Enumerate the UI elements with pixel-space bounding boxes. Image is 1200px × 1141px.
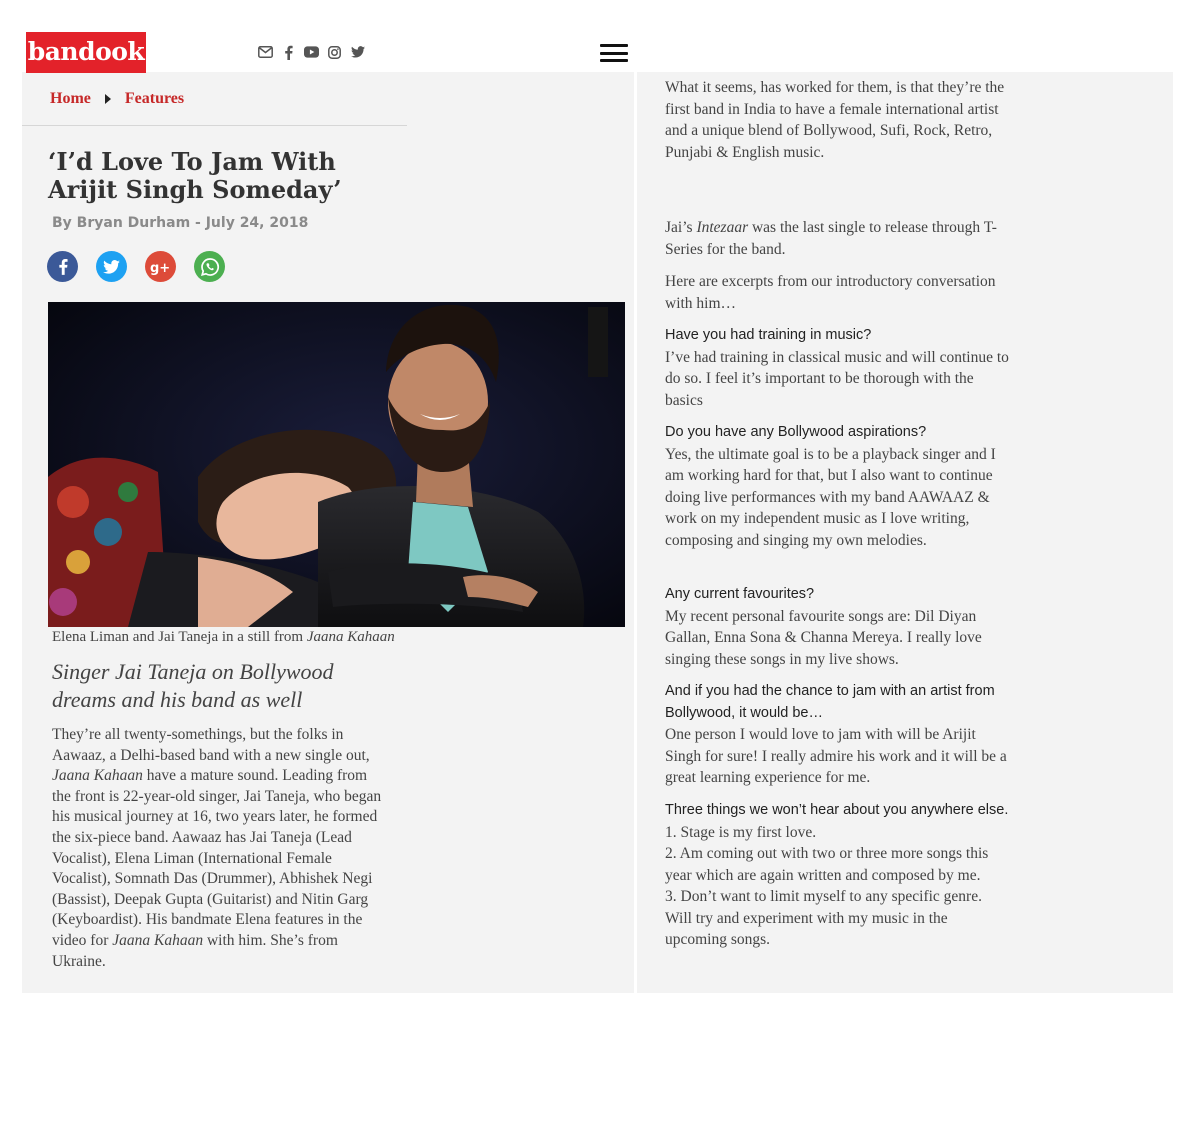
- interview-answer: Yes, the ultimate goal is to be a playback singer and I am working hard for that, but I also want to continue doing live performances with my band AAWAAZ & work on my independent music as I love writing, composing and singing my own melodies.: [665, 445, 996, 549]
- intro-text: have a mature sound. Leading from the front is 22-year-old singer, Jai Taneja, who began his musical journey at 16, two years later, he formed the six-piece band. Aawaaz has Jai Taneja (Lead Vocalist), Elena Liman (International Female Vocalist), Somnath Das (Drummer), Abhishek Negi (Bassist), Deepak Gupta (Guitarist) and Nitin Garg (Keyboardist). His bandmate Elena features in the video for: [52, 767, 382, 949]
- hamburger-menu-icon[interactable]: [600, 44, 628, 62]
- intro-italic-title: Jaana Kahaan: [112, 931, 204, 949]
- article-paragraph: [665, 217, 1011, 260]
- breadcrumb: [50, 90, 184, 108]
- whatsapp-share-icon[interactable]: [194, 251, 225, 282]
- paragraph-text: was the last single to release through T-Series for the band.: [665, 219, 997, 258]
- interview-answer-item: 1. Stage is my first love.: [665, 823, 817, 841]
- breadcrumb-features-link[interactable]: Features: [124, 90, 185, 107]
- qa-block: [665, 584, 1011, 670]
- svg-text:g+: g+: [149, 260, 170, 275]
- qa-block: [665, 325, 1011, 411]
- interview-answer-item: 2. Am coming out with two or three more songs this year which are again written and composed by me.: [665, 845, 989, 884]
- article-byline: By Bryan Durham - July 24, 2018: [52, 215, 309, 231]
- breadcrumb-home-link[interactable]: Home: [50, 90, 91, 107]
- article-hero-image: [48, 302, 625, 627]
- twitter-icon[interactable]: [350, 42, 365, 62]
- article-left-column: [22, 0, 634, 993]
- facebook-share-icon[interactable]: [47, 251, 78, 282]
- interview-answer-item: 3. Don’t want to limit myself to any specific genre. Will try and experiment with my music in the upcoming songs.: [665, 888, 982, 948]
- article-subheading: Singer Jai Taneja on Bollywood dreams and his band as well: [52, 659, 334, 712]
- social-links: [258, 42, 365, 62]
- qa-block: [665, 422, 1011, 551]
- instagram-icon[interactable]: [327, 42, 342, 62]
- interview-question: Do you have any Bollywood aspirations?: [665, 424, 927, 440]
- article-right-column: [637, 72, 1173, 993]
- article-paragraph: Here are excerpts from our introductory conversation with him…: [665, 273, 996, 312]
- interview-question: Any current favourites?: [665, 586, 815, 602]
- site-header: [22, 0, 634, 72]
- interview-question: And if you had the chance to jam with an artist from Bollywood, it would be…: [665, 683, 995, 721]
- divider: [22, 125, 407, 126]
- image-caption: [52, 629, 395, 646]
- paragraph-text: Jai’s: [665, 219, 697, 236]
- breadcrumb-arrow-icon: [105, 94, 111, 104]
- google-plus-share-icon[interactable]: [145, 251, 176, 282]
- youtube-icon[interactable]: [304, 42, 319, 62]
- interview-answer: My recent personal favourite songs are: Dil Diyan Gallan, Enna Sona & Channa Mereya. I really love singing these songs in my live shows.: [665, 607, 982, 668]
- intro-italic-title: Jaana Kahaan: [52, 767, 143, 785]
- caption-text: Elena Liman and Jai Taneja in a still from: [52, 629, 307, 645]
- qa-block: [665, 681, 1011, 789]
- single-title-italic: Intezaar: [696, 219, 749, 236]
- caption-italic-title: Jaana Kahaan: [306, 629, 395, 645]
- twitter-share-icon[interactable]: [96, 251, 127, 282]
- mail-icon[interactable]: [258, 42, 273, 62]
- share-buttons: [47, 251, 225, 282]
- interview-answer: One person I would love to jam with will be Arijit Singh for sure! I really admire his work and it will be a great learning experience for me.: [665, 726, 1007, 786]
- interview-question: Three things we won’t hear about you anywhere else.: [665, 802, 1009, 818]
- interview-question: Have you had training in music?: [665, 327, 872, 343]
- site-logo[interactable]: bandook: [26, 32, 146, 73]
- interview-answer: I’ve had training in classical music and will continue to do so. I feel it’s important to be thorough with the basics: [665, 348, 1009, 409]
- qa-block: [665, 800, 1011, 951]
- article-intro-paragraph: [52, 725, 382, 972]
- article-title: ‘I’d Love To Jam With Arijit Singh Someday’: [48, 147, 342, 204]
- facebook-icon[interactable]: [281, 42, 296, 62]
- intro-text: They’re all twenty-somethings, but the folks in Aawaaz, a Delhi-based band with a new single out,: [52, 726, 370, 764]
- intro-text: with him. She’s from Ukraine.: [52, 931, 338, 970]
- article-paragraph: What it seems, has worked for them, is that they’re the first band in India to have a female international artist and a unique blend of Bollywood, Sufi, Rock, Retro, Punjabi & English music.: [665, 79, 1005, 161]
